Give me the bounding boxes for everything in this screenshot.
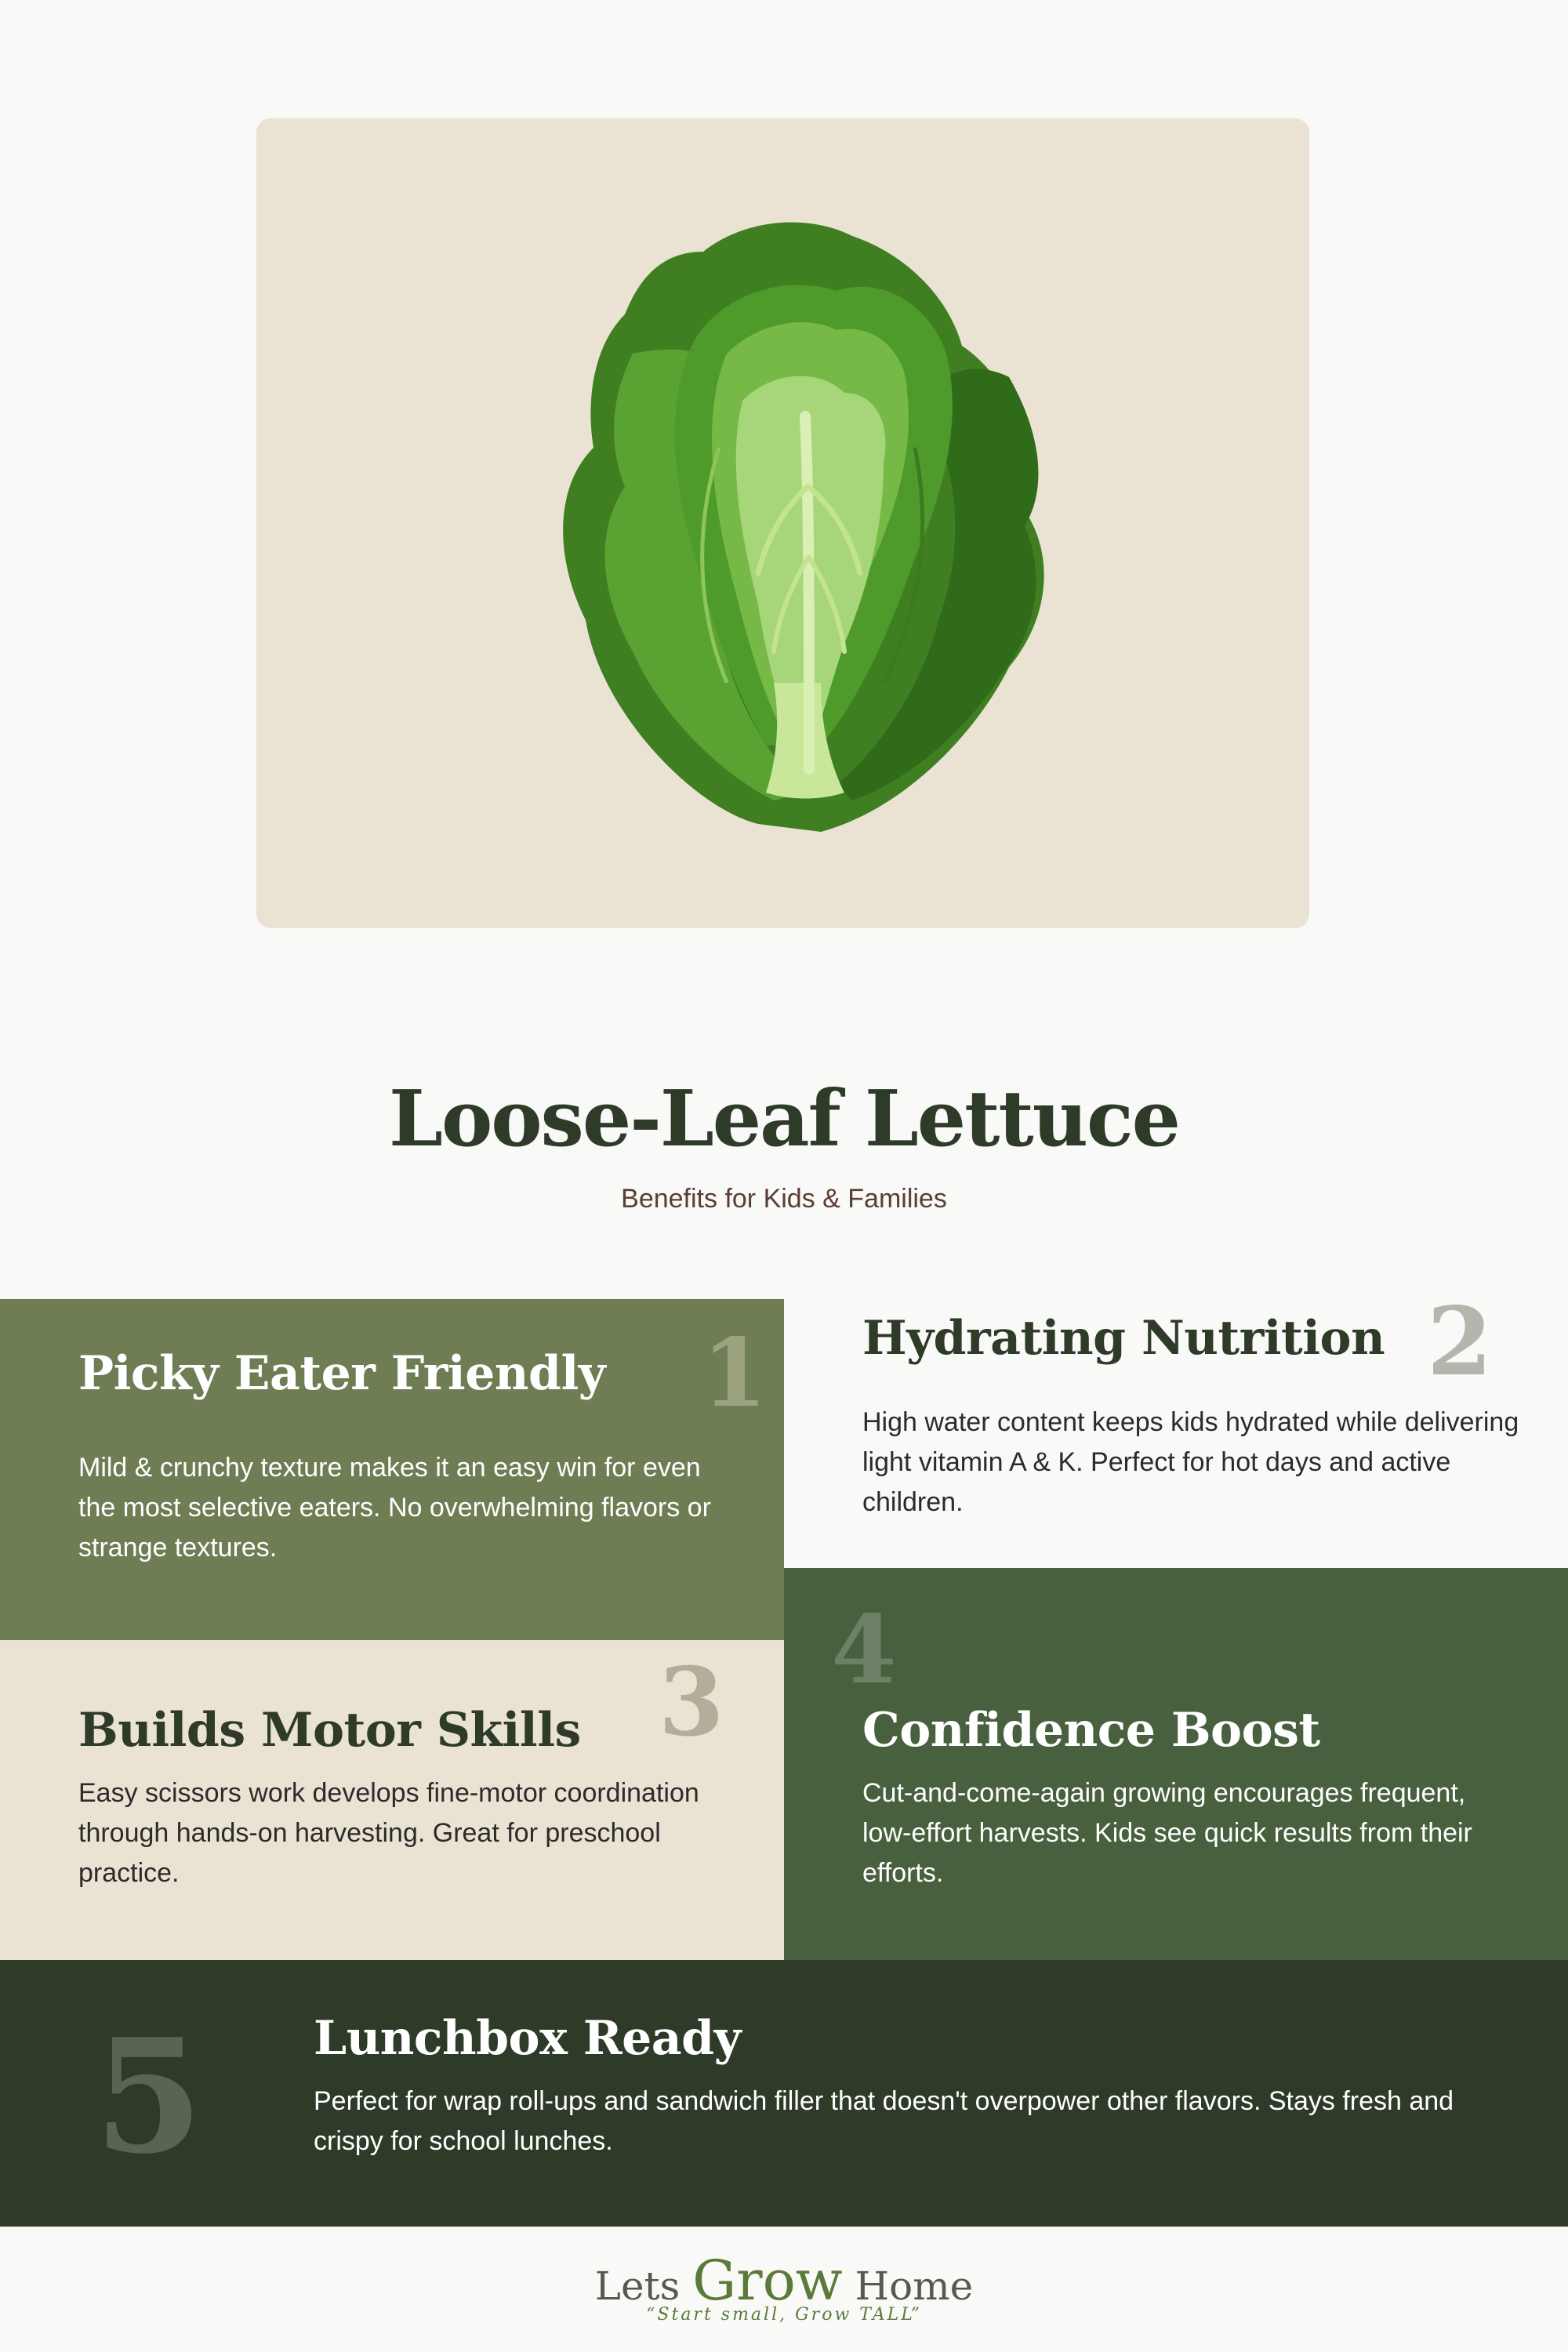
benefit-card-confidence-boost [784, 1568, 1568, 1960]
benefit-card-picky-eater [0, 1299, 784, 1640]
brand-logo [0, 2249, 1568, 2313]
benefit-title: Confidence Boost [862, 1703, 1320, 1758]
benefit-title: Hydrating Nutrition [862, 1311, 1385, 1366]
benefit-number: 1 [702, 1318, 768, 1428]
benefit-number: 2 [1427, 1287, 1493, 1397]
benefit-text: Mild & crunchy texture makes it an easy win for even the most selective eaters. No overwhelming flavors or strange textures. [78, 1453, 711, 1563]
benefit-text: High water content keeps kids hydrated while delivering light vitamin A & K. Perfect for hot days and active children. [862, 1407, 1519, 1517]
brand-word-lets: Lets [594, 2263, 681, 2309]
page-title: Loose-Leaf Lettuce [389, 1074, 1179, 1164]
benefit-title: Lunchbox Ready [314, 2011, 741, 2066]
benefit-text: Perfect for wrap roll-ups and sandwich filler that doesn't overpower other flavors. Stays fresh and crispy for school lunches. [314, 2086, 1454, 2156]
benefit-number: 3 [659, 1647, 724, 1758]
benefit-number: 4 [831, 1595, 897, 1705]
brand-tagline: “Start small, Grow TALL” [646, 2305, 922, 2325]
benefit-text: Cut-and-come-again growing encourages frequent, low-effort harvests. Kids see quick results from their efforts. [862, 1778, 1472, 1888]
benefit-title: Builds Motor Skills [78, 1703, 581, 1758]
benefit-title: Picky Eater Friendly [78, 1346, 606, 1401]
benefit-number: 5 [94, 2005, 204, 2189]
page-subtitle: Benefits for Kids & Families [621, 1184, 947, 1214]
benefit-text: Easy scissors work develops fine-motor coordination through hands-on harvesting. Great for preschool practice. [78, 1778, 699, 1888]
hero-image-panel [256, 118, 1309, 928]
footer [0, 2227, 1568, 2352]
lettuce-illustration [256, 118, 1309, 928]
brand-word-home: Home [855, 2263, 974, 2309]
benefit-card-motor-skills [0, 1640, 784, 1960]
benefit-card-lunchbox-ready [0, 1960, 1568, 2227]
benefit-card-hydrating-nutrition [784, 1287, 1568, 1568]
brand-word-grow: Grow [692, 2249, 843, 2313]
